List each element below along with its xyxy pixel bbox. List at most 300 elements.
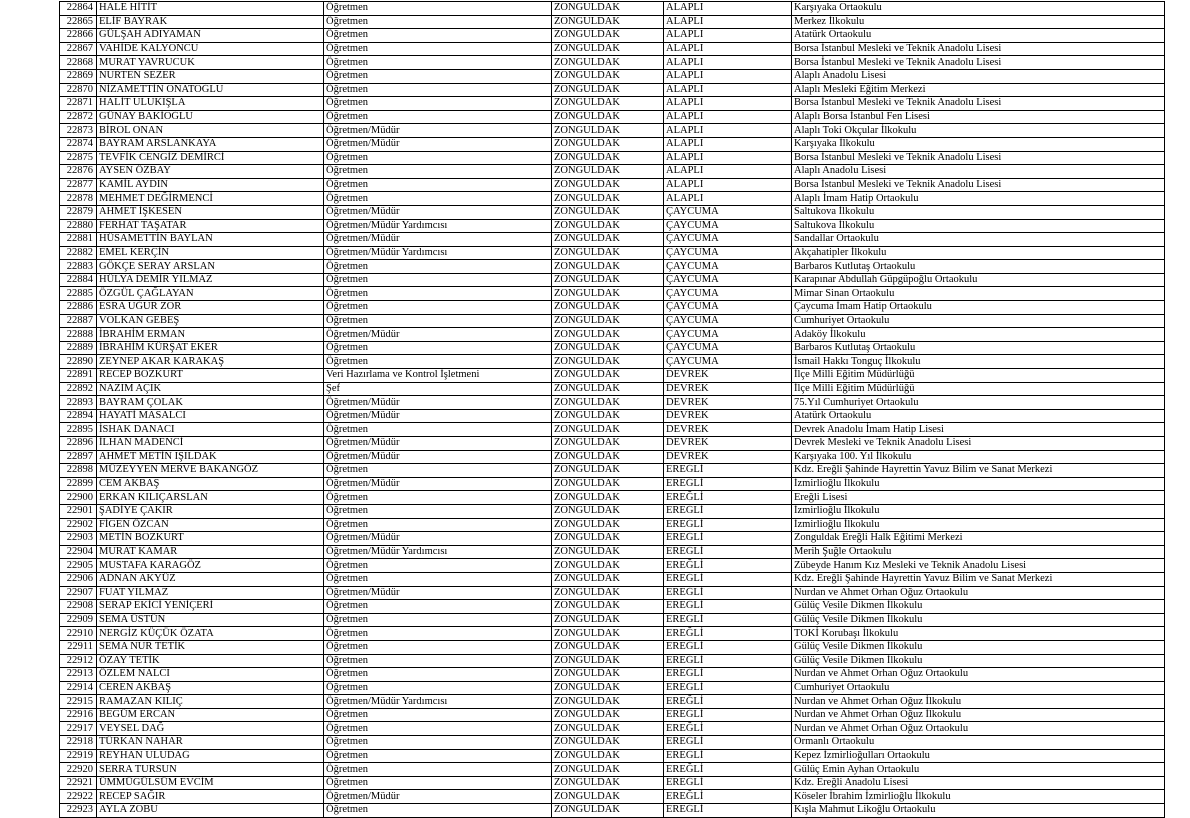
- table-row: [60, 763, 1165, 777]
- table-row: [60, 559, 1165, 573]
- row-number-cell: 22890: [60, 355, 97, 369]
- title-cell: Öğretmen: [324, 97, 552, 111]
- district-cell: DEVREK: [664, 382, 792, 396]
- full-name-cell: MÜZEYYEN MERVE BAKANGÖZ: [97, 464, 324, 478]
- institution-cell: Nurdan ve Ahmet Orhan Oğuz Ortaokulu: [792, 722, 1165, 736]
- row-number-cell: 22910: [60, 627, 97, 641]
- institution-cell: Borsa İstanbul Mesleki ve Teknik Anadolu Lisesi: [792, 97, 1165, 111]
- row-number-cell: 22906: [60, 572, 97, 586]
- full-name-cell: HALİT ULUKIŞLA: [97, 97, 324, 111]
- institution-cell: Devrek Mesleki ve Teknik Anadolu Lisesi: [792, 437, 1165, 451]
- row-number-cell: 22889: [60, 341, 97, 355]
- province-cell: ZONGULDAK: [552, 314, 664, 328]
- title-cell: Öğretmen: [324, 559, 552, 573]
- institution-cell: 75.Yıl Cumhuriyet Ortaokulu: [792, 396, 1165, 410]
- full-name-cell: GÜNAY BAKİOĞLU: [97, 110, 324, 124]
- institution-cell: Gülüç Vesile Dikmen İlkokulu: [792, 640, 1165, 654]
- title-cell: Öğretmen: [324, 613, 552, 627]
- row-number-cell: 22871: [60, 97, 97, 111]
- table-row: [60, 518, 1165, 532]
- full-name-cell: BAYRAM ÇOLAK: [97, 396, 324, 410]
- title-cell: Öğretmen/Müdür: [324, 437, 552, 451]
- institution-cell: Saltukova İlkokulu: [792, 205, 1165, 219]
- full-name-cell: MUSTAFA KARAGÖZ: [97, 559, 324, 573]
- personnel-table: [59, 1, 1165, 818]
- row-number-cell: 22896: [60, 437, 97, 451]
- province-cell: ZONGULDAK: [552, 532, 664, 546]
- district-cell: EREĞLİ: [664, 559, 792, 573]
- full-name-cell: ÜMMÜGÜLSÜM EVCİM: [97, 776, 324, 790]
- title-cell: Öğretmen: [324, 287, 552, 301]
- table-body: [60, 2, 1165, 818]
- title-cell: Öğretmen: [324, 749, 552, 763]
- province-cell: ZONGULDAK: [552, 355, 664, 369]
- title-cell: Öğretmen/Müdür: [324, 409, 552, 423]
- title-cell: Öğretmen: [324, 56, 552, 70]
- row-number-cell: 22878: [60, 192, 97, 206]
- table-row: [60, 42, 1165, 56]
- full-name-cell: ELİF BAYRAK: [97, 15, 324, 29]
- province-cell: ZONGULDAK: [552, 219, 664, 233]
- table-row: [60, 790, 1165, 804]
- institution-cell: Barbaros Kutlutaş Ortaokulu: [792, 341, 1165, 355]
- title-cell: Öğretmen: [324, 654, 552, 668]
- title-cell: Öğretmen: [324, 491, 552, 505]
- title-cell: Öğretmen: [324, 423, 552, 437]
- district-cell: EREĞLİ: [664, 804, 792, 818]
- table-row: [60, 192, 1165, 206]
- institution-cell: Cumhuriyet Ortaokulu: [792, 681, 1165, 695]
- district-cell: EREĞLİ: [664, 722, 792, 736]
- full-name-cell: CEREN AKBAŞ: [97, 681, 324, 695]
- province-cell: ZONGULDAK: [552, 151, 664, 165]
- title-cell: Öğretmen: [324, 640, 552, 654]
- full-name-cell: TEVFİK CENGİZ DEMİRCİ: [97, 151, 324, 165]
- row-number-cell: 22864: [60, 2, 97, 16]
- title-cell: Öğretmen: [324, 627, 552, 641]
- institution-cell: İsmail Hakkı Tonguç İlkokulu: [792, 355, 1165, 369]
- district-cell: ÇAYCUMA: [664, 219, 792, 233]
- district-cell: ÇAYCUMA: [664, 355, 792, 369]
- row-number-cell: 22893: [60, 396, 97, 410]
- title-cell: Öğretmen: [324, 668, 552, 682]
- province-cell: ZONGULDAK: [552, 627, 664, 641]
- row-number-cell: 22879: [60, 205, 97, 219]
- title-cell: Öğretmen: [324, 15, 552, 29]
- province-cell: ZONGULDAK: [552, 464, 664, 478]
- district-cell: ÇAYCUMA: [664, 260, 792, 274]
- full-name-cell: BAYRAM ARSLANKAYA: [97, 137, 324, 151]
- table-row: [60, 233, 1165, 247]
- district-cell: EREĞLİ: [664, 600, 792, 614]
- province-cell: ZONGULDAK: [552, 763, 664, 777]
- district-cell: ALAPLI: [664, 29, 792, 43]
- district-cell: EREĞLİ: [664, 668, 792, 682]
- province-cell: ZONGULDAK: [552, 613, 664, 627]
- title-cell: Öğretmen: [324, 722, 552, 736]
- table-row: [60, 668, 1165, 682]
- institution-cell: Kdz. Ereğli Anadolu Lisesi: [792, 776, 1165, 790]
- title-cell: Öğretmen: [324, 273, 552, 287]
- institution-cell: Karşıyaka Ortaokulu: [792, 2, 1165, 16]
- district-cell: ÇAYCUMA: [664, 233, 792, 247]
- institution-cell: TOKİ Korubaşı İlkokulu: [792, 627, 1165, 641]
- institution-cell: Alaplı İmam Hatip Ortaokulu: [792, 192, 1165, 206]
- row-number-cell: 22894: [60, 409, 97, 423]
- district-cell: EREĞLİ: [664, 532, 792, 546]
- row-number-cell: 22874: [60, 137, 97, 151]
- title-cell: Öğretmen/Müdür Yardımcısı: [324, 545, 552, 559]
- institution-cell: Atatürk Ortaokulu: [792, 29, 1165, 43]
- full-name-cell: EMEL KERÇİN: [97, 246, 324, 260]
- table-row: [60, 681, 1165, 695]
- row-number-cell: 22885: [60, 287, 97, 301]
- province-cell: ZONGULDAK: [552, 124, 664, 138]
- table-row: [60, 97, 1165, 111]
- full-name-cell: FUAT YILMAZ: [97, 586, 324, 600]
- title-cell: Öğretmen/Müdür Yardımcısı: [324, 695, 552, 709]
- title-cell: Öğretmen: [324, 314, 552, 328]
- province-cell: ZONGULDAK: [552, 192, 664, 206]
- province-cell: ZONGULDAK: [552, 409, 664, 423]
- district-cell: EREĞLİ: [664, 640, 792, 654]
- province-cell: ZONGULDAK: [552, 776, 664, 790]
- title-cell: Öğretmen: [324, 518, 552, 532]
- table-row: [60, 273, 1165, 287]
- province-cell: ZONGULDAK: [552, 287, 664, 301]
- district-cell: ALAPLI: [664, 110, 792, 124]
- title-cell: Öğretmen: [324, 110, 552, 124]
- table-row: [60, 477, 1165, 491]
- province-cell: ZONGULDAK: [552, 437, 664, 451]
- full-name-cell: METİN BOZKURT: [97, 532, 324, 546]
- institution-cell: Merih Şuğle Ortaokulu: [792, 545, 1165, 559]
- institution-cell: Barbaros Kutlutaş Ortaokulu: [792, 260, 1165, 274]
- title-cell: Öğretmen: [324, 464, 552, 478]
- province-cell: ZONGULDAK: [552, 165, 664, 179]
- full-name-cell: İSHAK DANACI: [97, 423, 324, 437]
- title-cell: Öğretmen: [324, 708, 552, 722]
- district-cell: ALAPLI: [664, 42, 792, 56]
- title-cell: Öğretmen: [324, 600, 552, 614]
- table-row: [60, 654, 1165, 668]
- full-name-cell: ESRA UĞUR ZOR: [97, 301, 324, 315]
- province-cell: ZONGULDAK: [552, 736, 664, 750]
- district-cell: ALAPLI: [664, 2, 792, 16]
- institution-cell: Akçahatipler İlkokulu: [792, 246, 1165, 260]
- institution-cell: Sandallar Ortaokulu: [792, 233, 1165, 247]
- table-row: [60, 613, 1165, 627]
- title-cell: Öğretmen/Müdür: [324, 328, 552, 342]
- row-number-cell: 22902: [60, 518, 97, 532]
- district-cell: ALAPLI: [664, 69, 792, 83]
- institution-cell: Borsa İstanbul Mesleki ve Teknik Anadolu Lisesi: [792, 178, 1165, 192]
- title-cell: Öğretmen: [324, 736, 552, 750]
- row-number-cell: 22876: [60, 165, 97, 179]
- table-row: [60, 423, 1165, 437]
- district-cell: ALAPLI: [664, 178, 792, 192]
- row-number-cell: 22865: [60, 15, 97, 29]
- row-number-cell: 22914: [60, 681, 97, 695]
- table-row: [60, 328, 1165, 342]
- district-cell: EREĞLİ: [664, 681, 792, 695]
- row-number-cell: 22911: [60, 640, 97, 654]
- district-cell: ALAPLI: [664, 192, 792, 206]
- table-row: [60, 450, 1165, 464]
- district-cell: ÇAYCUMA: [664, 287, 792, 301]
- table-row: [60, 572, 1165, 586]
- institution-cell: Alaplı Anadolu Lisesi: [792, 69, 1165, 83]
- province-cell: ZONGULDAK: [552, 273, 664, 287]
- province-cell: ZONGULDAK: [552, 640, 664, 654]
- province-cell: ZONGULDAK: [552, 681, 664, 695]
- full-name-cell: MEHMET DEĞİRMENCİ: [97, 192, 324, 206]
- row-number-cell: 22888: [60, 328, 97, 342]
- title-cell: Öğretmen: [324, 165, 552, 179]
- institution-cell: Nurdan ve Ahmet Orhan Oğuz Ortaokulu: [792, 668, 1165, 682]
- title-cell: Öğretmen: [324, 2, 552, 16]
- institution-cell: Borsa İstanbul Mesleki ve Teknik Anadolu Lisesi: [792, 56, 1165, 70]
- title-cell: Öğretmen: [324, 504, 552, 518]
- row-number-cell: 22897: [60, 450, 97, 464]
- province-cell: ZONGULDAK: [552, 708, 664, 722]
- district-cell: ALAPLI: [664, 97, 792, 111]
- district-cell: ALAPLI: [664, 15, 792, 29]
- title-cell: Öğretmen: [324, 178, 552, 192]
- institution-cell: Atatürk Ortaokulu: [792, 409, 1165, 423]
- title-cell: Öğretmen: [324, 301, 552, 315]
- district-cell: ALAPLI: [664, 56, 792, 70]
- institution-cell: Gülüç Vesile Dikmen İlkokulu: [792, 654, 1165, 668]
- table-row: [60, 749, 1165, 763]
- row-number-cell: 22909: [60, 613, 97, 627]
- district-cell: ÇAYCUMA: [664, 341, 792, 355]
- district-cell: EREĞLİ: [664, 736, 792, 750]
- title-cell: Öğretmen: [324, 763, 552, 777]
- full-name-cell: GÖKÇE SERAY ARSLAN: [97, 260, 324, 274]
- full-name-cell: KAMİL AYDIN: [97, 178, 324, 192]
- table-row: [60, 776, 1165, 790]
- province-cell: ZONGULDAK: [552, 328, 664, 342]
- province-cell: ZONGULDAK: [552, 56, 664, 70]
- full-name-cell: NERGİZ KÜÇÜK ÖZATA: [97, 627, 324, 641]
- full-name-cell: AHMET METİN IŞILDAK: [97, 450, 324, 464]
- province-cell: ZONGULDAK: [552, 722, 664, 736]
- institution-cell: Gülüç Vesile Dikmen İlkokulu: [792, 613, 1165, 627]
- province-cell: ZONGULDAK: [552, 396, 664, 410]
- district-cell: DEVREK: [664, 437, 792, 451]
- full-name-cell: MURAT YAVRUCUK: [97, 56, 324, 70]
- title-cell: Öğretmen: [324, 42, 552, 56]
- table-row: [60, 504, 1165, 518]
- table-row: [60, 165, 1165, 179]
- table-row: [60, 437, 1165, 451]
- province-cell: ZONGULDAK: [552, 654, 664, 668]
- district-cell: ALAPLI: [664, 124, 792, 138]
- institution-cell: Merkez İlkokulu: [792, 15, 1165, 29]
- title-cell: Öğretmen/Müdür: [324, 205, 552, 219]
- district-cell: EREĞLİ: [664, 627, 792, 641]
- province-cell: ZONGULDAK: [552, 586, 664, 600]
- province-cell: ZONGULDAK: [552, 29, 664, 43]
- institution-cell: Devrek Anadolu İmam Hatip Lisesi: [792, 423, 1165, 437]
- province-cell: ZONGULDAK: [552, 695, 664, 709]
- title-cell: Öğretmen/Müdür Yardımcısı: [324, 246, 552, 260]
- title-cell: Öğretmen: [324, 804, 552, 818]
- title-cell: Öğretmen/Müdür: [324, 532, 552, 546]
- table-row: [60, 708, 1165, 722]
- table-row: [60, 219, 1165, 233]
- district-cell: ALAPLI: [664, 137, 792, 151]
- district-cell: ALAPLI: [664, 83, 792, 97]
- province-cell: ZONGULDAK: [552, 42, 664, 56]
- full-name-cell: ÖZLEM NALCI: [97, 668, 324, 682]
- row-number-cell: 22921: [60, 776, 97, 790]
- table-row: [60, 627, 1165, 641]
- row-number-cell: 22882: [60, 246, 97, 260]
- district-cell: ÇAYCUMA: [664, 328, 792, 342]
- institution-cell: İlçe Milli Eğitim Müdürlüğü: [792, 369, 1165, 383]
- full-name-cell: ERKAN KILIÇARSLAN: [97, 491, 324, 505]
- table-row: [60, 110, 1165, 124]
- province-cell: ZONGULDAK: [552, 545, 664, 559]
- institution-cell: Nurdan ve Ahmet Orhan Oğuz İlkokulu: [792, 695, 1165, 709]
- full-name-cell: İBRAHİM ERMAN: [97, 328, 324, 342]
- table-row: [60, 83, 1165, 97]
- table-row: [60, 355, 1165, 369]
- province-cell: ZONGULDAK: [552, 504, 664, 518]
- table-row: [60, 260, 1165, 274]
- table-row: [60, 736, 1165, 750]
- institution-cell: Karşıyaka 100. Yıl İlkokulu: [792, 450, 1165, 464]
- institution-cell: Adaköy İlkokulu: [792, 328, 1165, 342]
- full-name-cell: HÜLYA DEMİR YILMAZ: [97, 273, 324, 287]
- row-number-cell: 22905: [60, 559, 97, 573]
- full-name-cell: AHMET İŞKESEN: [97, 205, 324, 219]
- province-cell: ZONGULDAK: [552, 301, 664, 315]
- row-number-cell: 22866: [60, 29, 97, 43]
- table-row: [60, 341, 1165, 355]
- row-number-cell: 22892: [60, 382, 97, 396]
- row-number-cell: 22884: [60, 273, 97, 287]
- title-cell: Öğretmen: [324, 681, 552, 695]
- district-cell: EREĞLİ: [664, 776, 792, 790]
- row-number-cell: 22867: [60, 42, 97, 56]
- row-number-cell: 22922: [60, 790, 97, 804]
- institution-cell: Kdz. Ereğli Şahinde Hayrettin Yavuz Bilim ve Sanat Merkezi: [792, 464, 1165, 478]
- institution-cell: İzmirlioğlu İlkokulu: [792, 504, 1165, 518]
- title-cell: Öğretmen: [324, 355, 552, 369]
- table-row: [60, 382, 1165, 396]
- table-row: [60, 640, 1165, 654]
- province-cell: ZONGULDAK: [552, 83, 664, 97]
- row-number-cell: 22881: [60, 233, 97, 247]
- province-cell: ZONGULDAK: [552, 423, 664, 437]
- full-name-cell: HAYATİ MASALCI: [97, 409, 324, 423]
- table-row: [60, 301, 1165, 315]
- institution-cell: Köseler İbrahim İzmirlioğlu İlkokulu: [792, 790, 1165, 804]
- title-cell: Öğretmen: [324, 83, 552, 97]
- institution-cell: Gülüç Vesile Dikmen İlkokulu: [792, 600, 1165, 614]
- institution-cell: Mimar Sinan Ortaokulu: [792, 287, 1165, 301]
- full-name-cell: SEMA ÜSTÜN: [97, 613, 324, 627]
- full-name-cell: VAHİDE KALYONCU: [97, 42, 324, 56]
- title-cell: Öğretmen: [324, 341, 552, 355]
- row-number-cell: 22891: [60, 369, 97, 383]
- full-name-cell: FERHAT TAŞATAR: [97, 219, 324, 233]
- full-name-cell: SERAP EKİCİ YENİÇERİ: [97, 600, 324, 614]
- district-cell: EREĞLİ: [664, 477, 792, 491]
- province-cell: ZONGULDAK: [552, 559, 664, 573]
- institution-cell: Borsa İstanbul Mesleki ve Teknik Anadolu Lisesi: [792, 42, 1165, 56]
- province-cell: ZONGULDAK: [552, 477, 664, 491]
- title-cell: Öğretmen: [324, 260, 552, 274]
- full-name-cell: TÜRKAN NAHAR: [97, 736, 324, 750]
- title-cell: Öğretmen: [324, 29, 552, 43]
- institution-cell: İzmirlioğlu İlkokulu: [792, 518, 1165, 532]
- institution-cell: Saltukova İlkokulu: [792, 219, 1165, 233]
- table-row: [60, 464, 1165, 478]
- row-number-cell: 22913: [60, 668, 97, 682]
- full-name-cell: ÖZGÜL ÇAĞLAYAN: [97, 287, 324, 301]
- full-name-cell: BEGÜM ERCAN: [97, 708, 324, 722]
- title-cell: Öğretmen/Müdür: [324, 137, 552, 151]
- district-cell: EREĞLİ: [664, 586, 792, 600]
- table-row: [60, 600, 1165, 614]
- full-name-cell: NAZIM AÇIK: [97, 382, 324, 396]
- province-cell: ZONGULDAK: [552, 382, 664, 396]
- title-cell: Öğretmen/Müdür: [324, 450, 552, 464]
- table-row: [60, 246, 1165, 260]
- table-row: [60, 722, 1165, 736]
- district-cell: EREĞLİ: [664, 572, 792, 586]
- full-name-cell: VOLKAN GEBEŞ: [97, 314, 324, 328]
- table-row: [60, 56, 1165, 70]
- district-cell: EREĞLİ: [664, 654, 792, 668]
- full-name-cell: ZEYNEP AKAR KARAKAŞ: [97, 355, 324, 369]
- full-name-cell: VEYSEL DAĞ: [97, 722, 324, 736]
- full-name-cell: ÖZAY TETİK: [97, 654, 324, 668]
- row-number-cell: 22869: [60, 69, 97, 83]
- province-cell: ZONGULDAK: [552, 137, 664, 151]
- district-cell: ÇAYCUMA: [664, 246, 792, 260]
- district-cell: EREĞLİ: [664, 613, 792, 627]
- institution-cell: Alaplı Anadolu Lisesi: [792, 165, 1165, 179]
- province-cell: ZONGULDAK: [552, 2, 664, 16]
- table-row: [60, 491, 1165, 505]
- row-number-cell: 22917: [60, 722, 97, 736]
- row-number-cell: 22880: [60, 219, 97, 233]
- institution-cell: Alaplı Borsa İstanbul Fen Lisesi: [792, 110, 1165, 124]
- full-name-cell: RAMAZAN KILIÇ: [97, 695, 324, 709]
- institution-cell: Zonguldak Ereğli Halk Eğitimi Merkezi: [792, 532, 1165, 546]
- row-number-cell: 22908: [60, 600, 97, 614]
- province-cell: ZONGULDAK: [552, 178, 664, 192]
- row-number-cell: 22915: [60, 695, 97, 709]
- district-cell: EREĞLİ: [664, 790, 792, 804]
- institution-cell: Gülüç Emin Ayhan Ortaokulu: [792, 763, 1165, 777]
- document-page: [59, 1, 1165, 818]
- table-row: [60, 409, 1165, 423]
- title-cell: Öğretmen/Müdür: [324, 477, 552, 491]
- full-name-cell: İBRAHİM KÜRŞAT EKER: [97, 341, 324, 355]
- institution-cell: Nurdan ve Ahmet Orhan Oğuz Ortaokulu: [792, 586, 1165, 600]
- province-cell: ZONGULDAK: [552, 790, 664, 804]
- district-cell: EREĞLİ: [664, 504, 792, 518]
- district-cell: EREĞLİ: [664, 749, 792, 763]
- title-cell: Öğretmen/Müdür: [324, 233, 552, 247]
- institution-cell: Alaplı Mesleki Eğitim Merkezi: [792, 83, 1165, 97]
